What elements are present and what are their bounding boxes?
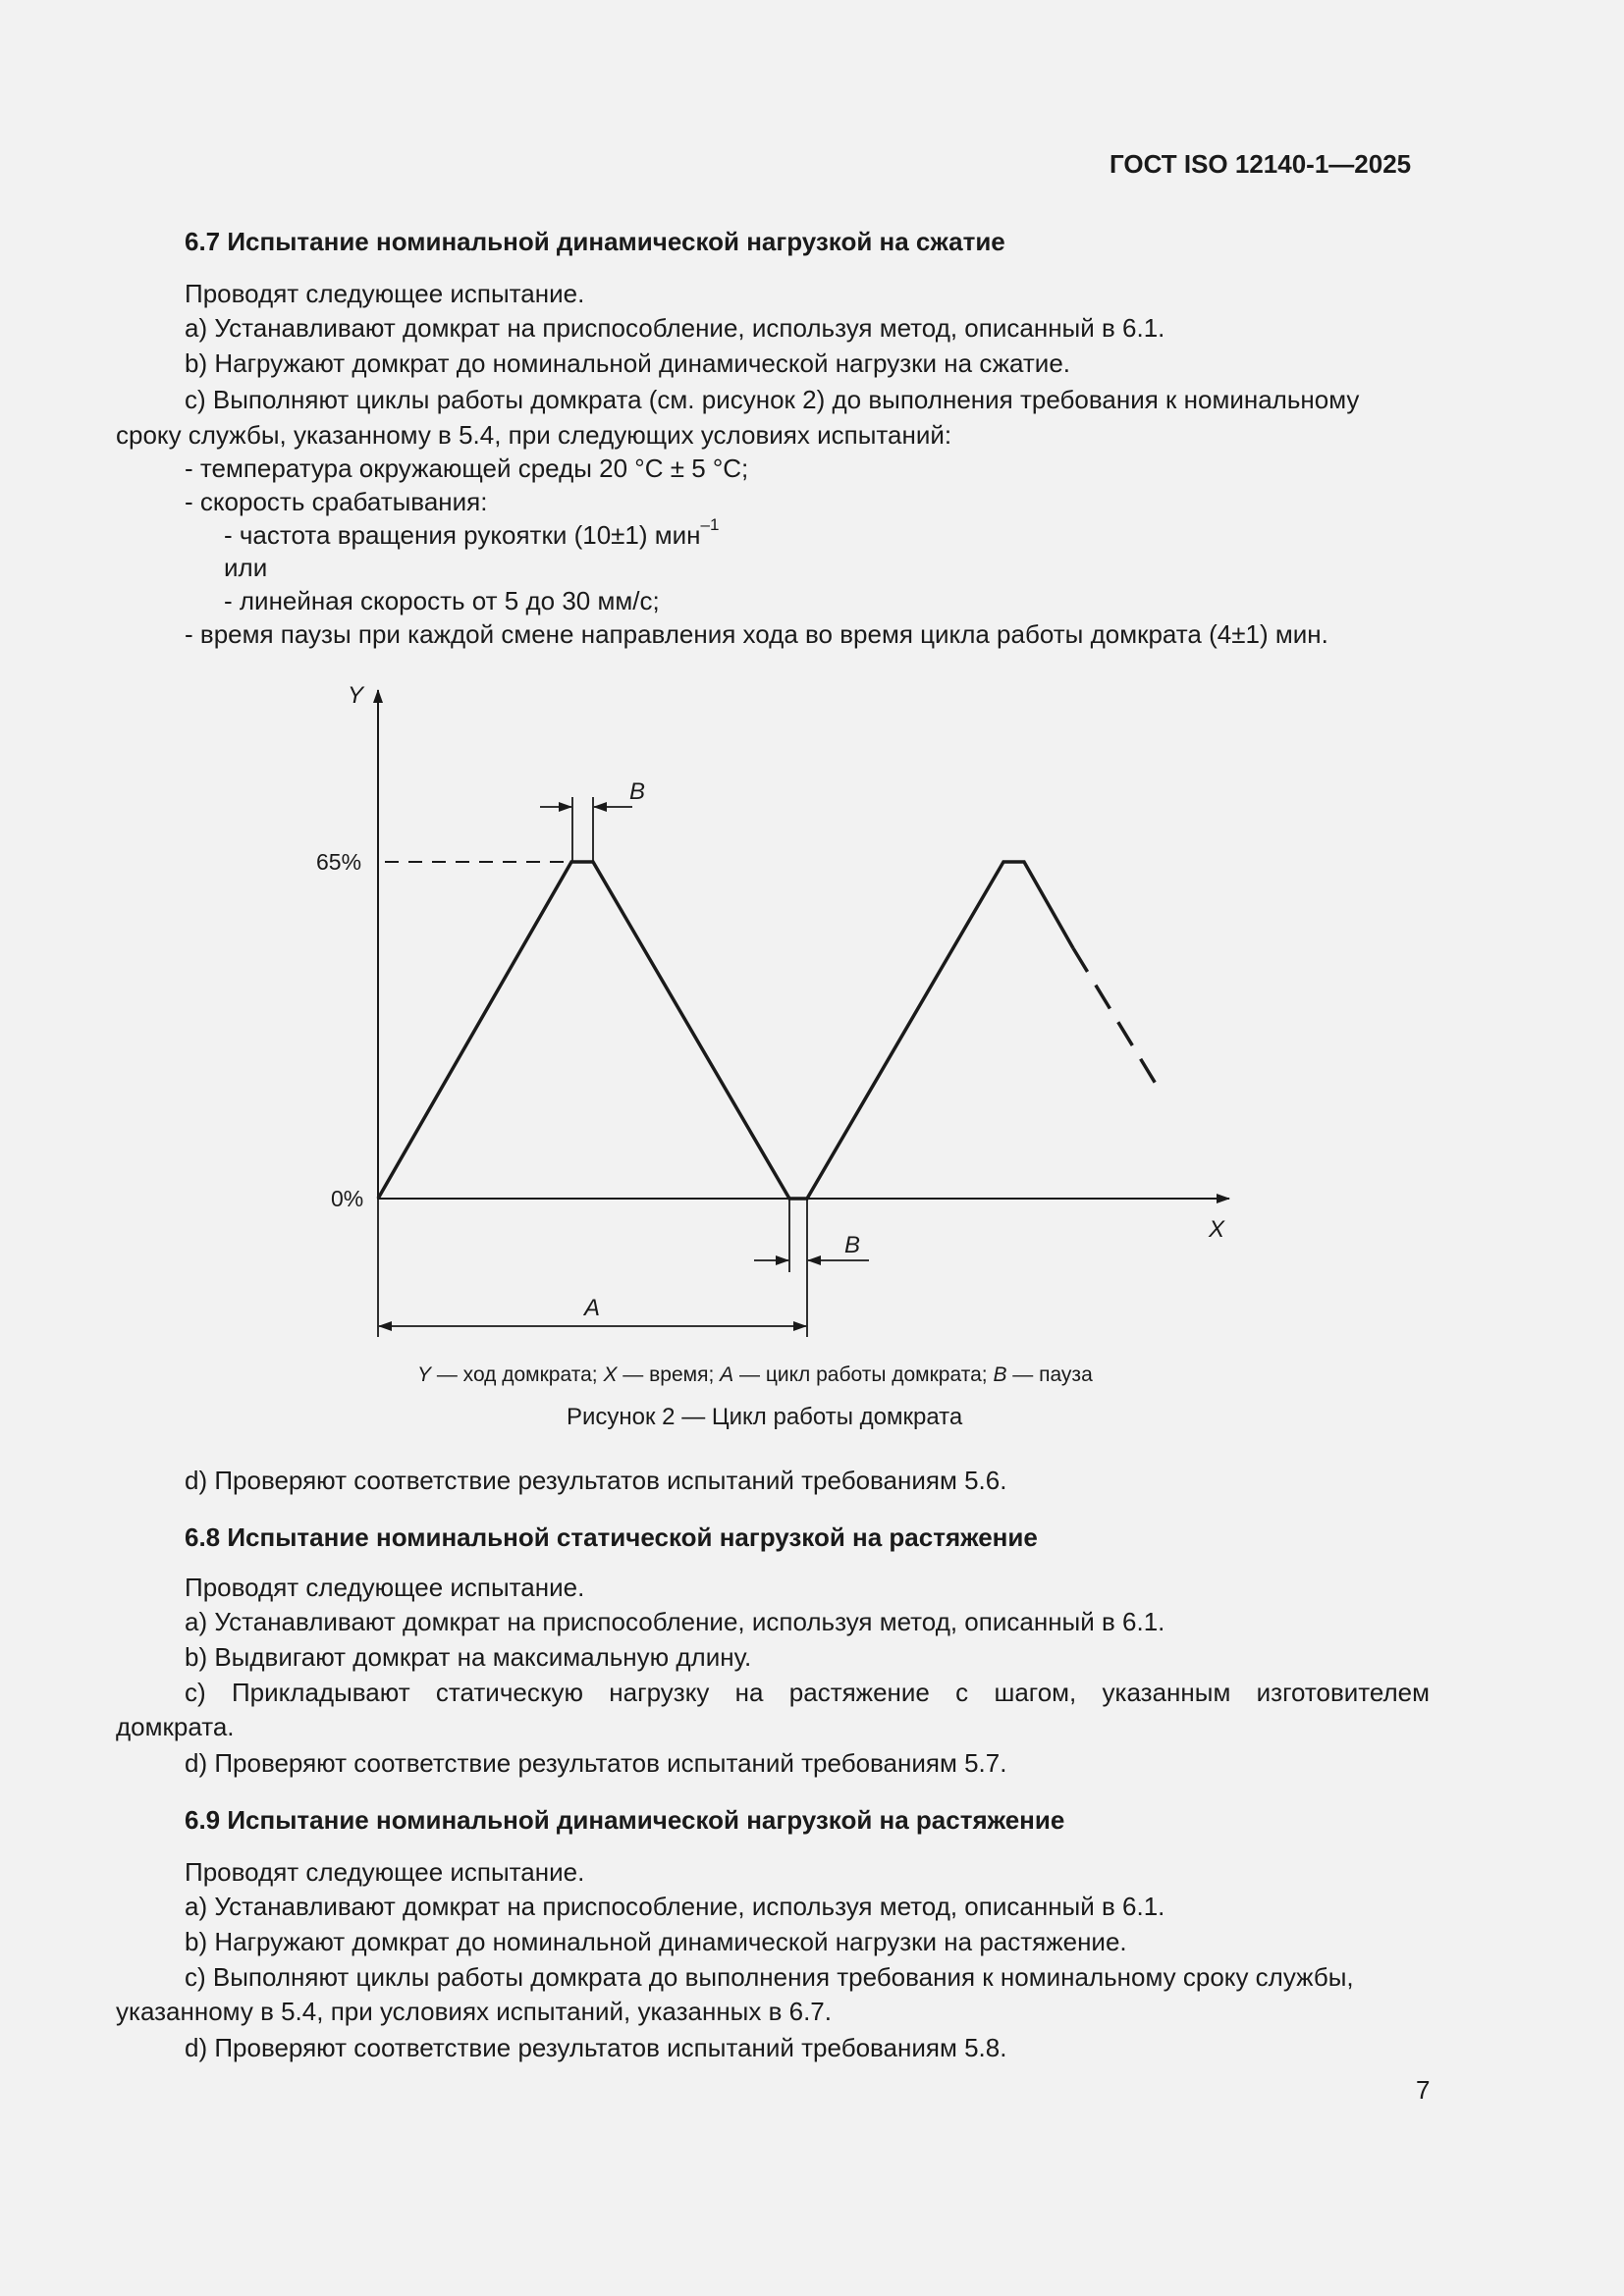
rotation-exponent: –1 <box>700 515 720 535</box>
legend-y-symbol: Y <box>417 1363 432 1386</box>
rotation-text: - частота вращения рукоятки (10±1) мин <box>224 520 701 550</box>
jack-cycle-figure <box>295 667 1276 1453</box>
item-c-line2: указанному в 5.4, при условиях испытаний, указанных в 6.7. <box>116 1997 832 2026</box>
legend-y-text: — ход домкрата; <box>431 1363 604 1386</box>
list-item-linear-speed: - линейная скорость от 5 до 30 мм/с; <box>224 586 660 615</box>
y-axis-label: Y <box>348 682 364 709</box>
item-b: b) Нагружают домкрат до номинальной динамической нагрузки на сжатие. <box>185 348 1071 378</box>
item-a: а) Устанавливают домкрат на приспособление, используя метод, описанный в 6.1. <box>185 313 1165 343</box>
paragraph: Проводят следующее испытание. <box>185 1857 585 1887</box>
item-c-line1: с) Прикладывают статическую нагрузку на растяжение с шагом, указанным изготовителем <box>185 1678 1430 1707</box>
cycle-a-label: A <box>584 1295 601 1321</box>
cycle-curve <box>378 862 1073 1199</box>
legend-a-symbol: A <box>720 1363 734 1386</box>
or-text: или <box>224 553 268 582</box>
figure-legend <box>417 1361 1093 1390</box>
item-c-line1: с) Выполняют циклы работы домкрата (см. рисунок 2) до выполнения требования к номинальному <box>185 385 1360 414</box>
item-d: d) Проверяют соответствие результатов испытаний требованиям 5.7. <box>185 1748 1007 1778</box>
list-item-rotation <box>224 515 720 550</box>
section-6-8-heading: 6.8 Испытание номинальной статической нагрузкой на растяжение <box>185 1522 1038 1552</box>
list-item-temperature: - температура окружающей среды 20 °C ± 5 °C; <box>185 454 749 483</box>
legend-x-symbol: X <box>603 1363 618 1386</box>
section-6-9-heading: 6.9 Испытание номинальной динамической нагрузкой на растяжение <box>185 1805 1065 1835</box>
list-item-speed: - скорость срабатывания: <box>185 487 488 516</box>
y-tick-0: 0% <box>331 1186 364 1211</box>
list-item-pause-time: - время паузы при каждой смене направления хода во время цикла работы домкрата (4±1) мин. <box>185 619 1328 649</box>
pause-b-bottom-label: B <box>844 1232 861 1258</box>
cycle-curve-continuation <box>1073 948 1156 1084</box>
x-axis-label: X <box>1209 1216 1225 1243</box>
item-a: а) Устанавливают домкрат на приспособление, используя метод, описанный в 6.1. <box>185 1892 1165 1921</box>
pause-b-top-label: B <box>629 778 646 805</box>
item-c-line1: с) Выполняют циклы работы домкрата до выполнения требования к номинальному сроку службы, <box>185 1962 1354 1992</box>
legend-x-text: — время; <box>617 1363 721 1386</box>
section-6-7-heading: 6.7 Испытание номинальной динамической нагрузкой на сжатие <box>185 227 1005 256</box>
legend-b-symbol: B <box>993 1363 1007 1386</box>
item-c-line2: домкрата. <box>116 1712 235 1741</box>
paragraph: Проводят следующее испытание. <box>185 1573 585 1602</box>
item-b: b) Нагружают домкрат до номинальной динамической нагрузки на растяжение. <box>185 1927 1127 1956</box>
item-d: d) Проверяют соответствие результатов испытаний требованиям 5.8. <box>185 2033 1007 2062</box>
legend-a-text: — цикл работы домкрата; <box>733 1363 994 1386</box>
document-id: ГОСТ ISO 12140-1—2025 <box>1110 149 1412 179</box>
y-tick-65: 65% <box>316 849 362 875</box>
page-number: 7 <box>1416 2075 1431 2105</box>
paragraph: Проводят следующее испытание. <box>185 279 585 308</box>
legend-b-text: — пауза <box>1006 1363 1093 1386</box>
item-a: а) Устанавливают домкрат на приспособление, используя метод, описанный в 6.1. <box>185 1607 1165 1636</box>
item-d: d) Проверяют соответствие результатов испытаний требованиям 5.6. <box>185 1466 1007 1495</box>
figure-caption: Рисунок 2 — Цикл работы домкрата <box>567 1404 963 1430</box>
item-c-line2: сроку службы, указанному в 5.4, при следующих условиях испытаний: <box>116 420 952 450</box>
item-b: b) Выдвигают домкрат на максимальную длину. <box>185 1642 752 1672</box>
